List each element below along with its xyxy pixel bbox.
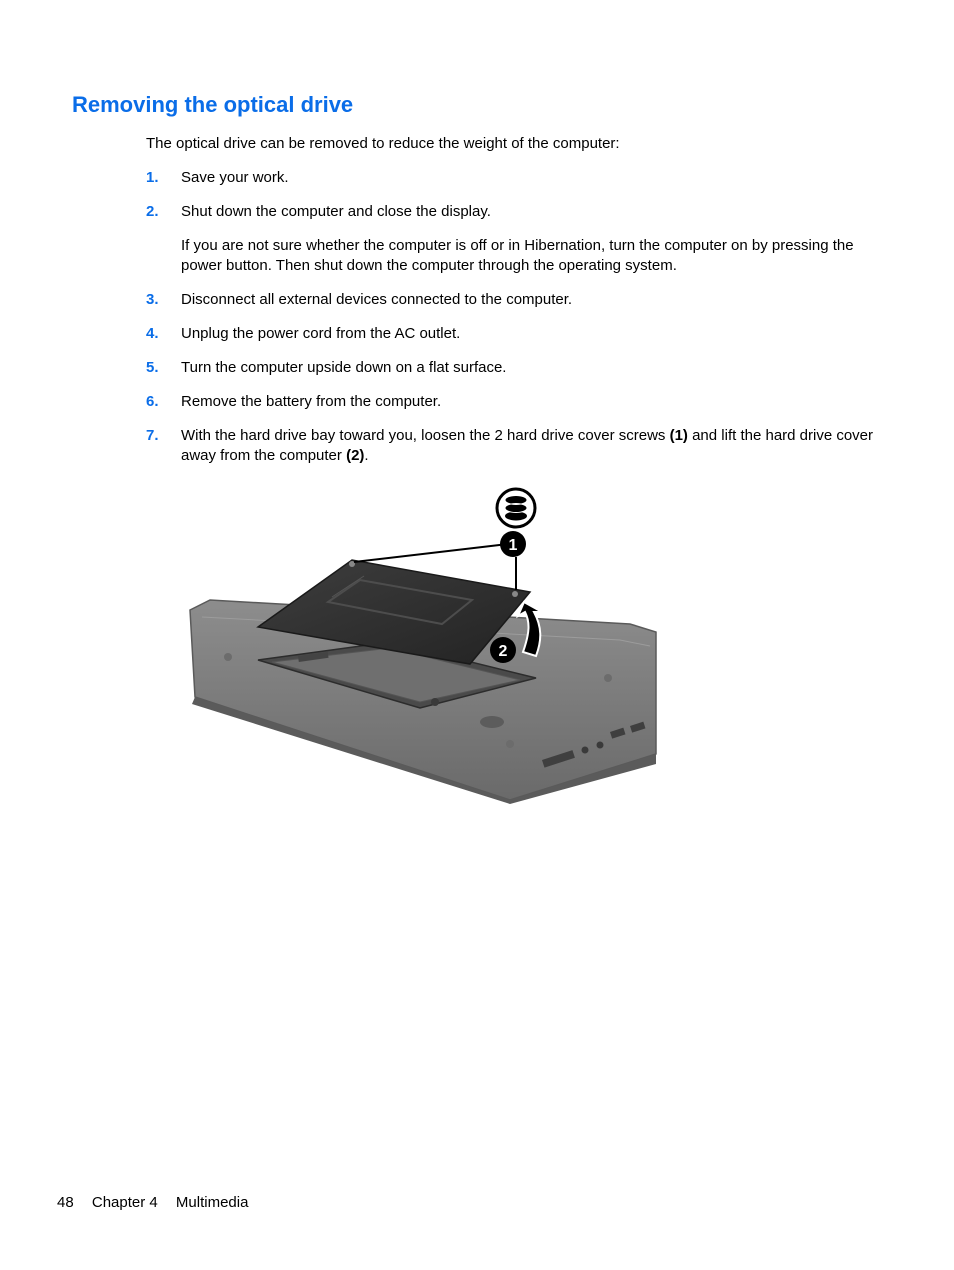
callout-1-label: 1 [508,537,518,554]
step-5 [146,358,876,378]
step-text: Save your work. [181,169,289,186]
optical-drive-icon [497,489,535,527]
step-text: Unplug the power cord from the AC outlet. [181,325,461,342]
step-text [181,427,873,464]
callout-1 [500,531,526,557]
step-text: Shut down the computer and close the display. [181,203,491,220]
screw-icon [512,591,518,597]
step-number: 7. [146,427,159,444]
step-text-part: and lift the hard drive cover away from the computer [181,427,874,464]
step-text-part: . [364,447,369,464]
step-text: Turn the computer upside down on a flat surface. [181,359,507,376]
chapter-label: Chapter 4 [91,1194,158,1211]
step-text-part: With the hard drive bay toward you, loosen the 2 hard drive cover screws [181,427,670,444]
step-number: 4. [146,325,159,342]
steps-list [146,168,876,480]
step-number: 1. [146,169,159,186]
page-footer [57,1194,248,1211]
callout-2-label: 2 [498,643,508,660]
intro-paragraph: The optical drive can be removed to reduce the weight of the computer: [146,135,620,152]
step-6 [146,392,876,412]
page-number: 48 [57,1194,74,1211]
callout-2 [490,637,516,663]
section-label: Multimedia [175,1194,249,1211]
step-4 [146,324,876,344]
step-number: 2. [146,203,159,220]
step-text: Disconnect all external devices connected to the computer. [181,291,573,308]
step-3 [146,290,876,310]
hard-drive-cover-illustration [180,482,660,812]
step-7 [146,426,876,466]
callout-ref-1: (1) [669,427,688,444]
step-text: Remove the battery from the computer. [181,393,442,410]
callout-ref-2: (2) [346,447,365,464]
step-1 [146,168,876,188]
step-note: If you are not sure whether the computer is off or in Hibernation, turn the computer on by pressing the power button. Then shut down the computer through the operating system. [181,237,854,274]
page-title: Removing the optical drive [72,92,354,117]
step-2 [146,202,876,276]
step-number: 6. [146,393,159,410]
step-number: 5. [146,359,159,376]
step-number: 3. [146,291,159,308]
